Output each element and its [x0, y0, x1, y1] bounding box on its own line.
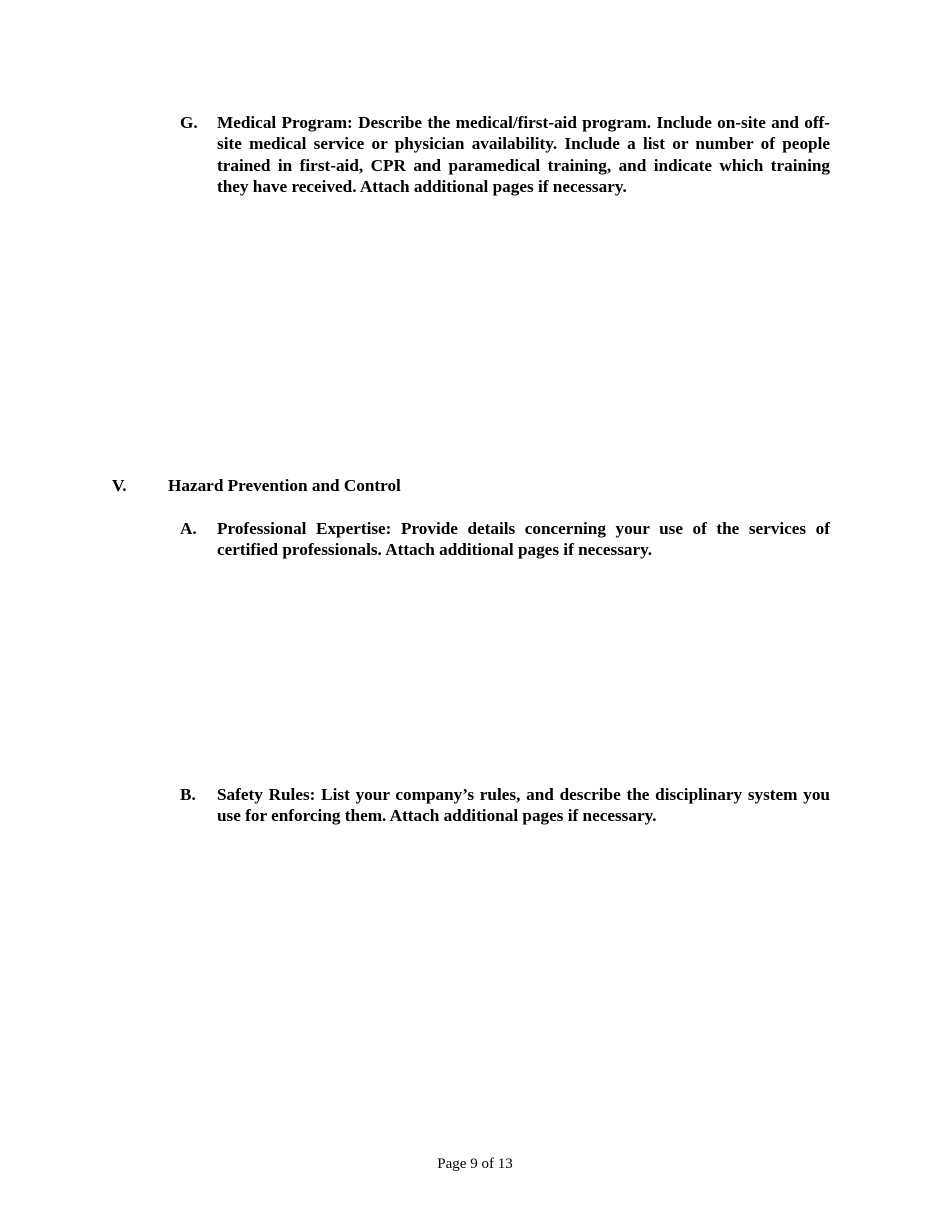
- item-b-safety-rules: [180, 784, 830, 827]
- item-letter: B.: [180, 785, 196, 804]
- item-g-medical-program: [180, 112, 830, 197]
- item-a-professional-expertise: [180, 518, 830, 561]
- page-number-footer: Page 9 of 13: [437, 1156, 513, 1172]
- item-letter: G.: [180, 113, 198, 132]
- section-title: Hazard Prevention and Control: [168, 476, 401, 495]
- section-numeral: V.: [112, 476, 127, 495]
- item-letter: A.: [180, 519, 197, 538]
- item-text: Medical Program: Describe the medical/first-aid program. Include on-site and off-site medical service or physician availability. Include a list or number of people trained in first-aid, CPR and paramedical training, and indicate which training they have received. Attach additional pages if necessary.: [217, 113, 830, 196]
- item-text: Professional Expertise: Provide details concerning your use of the services of certified professionals. Attach additional pages if necessary.: [217, 519, 830, 560]
- item-text: Safety Rules: List your company’s rules, and describe the disciplinary system you use for enforcing them. Attach additional pages if necessary.: [217, 785, 830, 826]
